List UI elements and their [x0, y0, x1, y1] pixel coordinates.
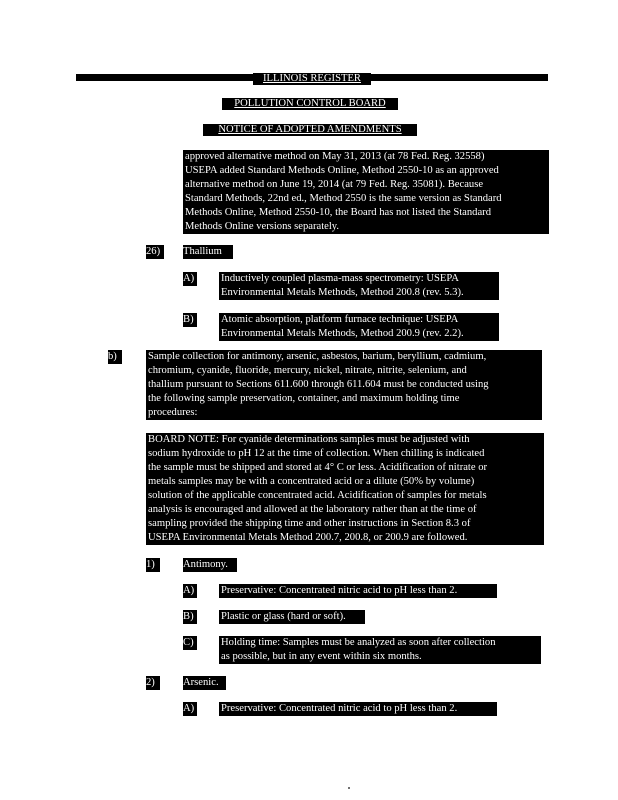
text-line: USEPA Environmental Metals Method 200.7, 200.8, or 200.9 are followed. [148, 532, 468, 543]
text-line: analysis is encouraged and allowed at the laboratory rather than at the time of [148, 504, 477, 515]
item-2-a-text: Preservative: Concentrated nitric acid to pH less than 2. [219, 702, 497, 716]
intro-paragraph [183, 150, 549, 234]
item-1-b-label: B) [183, 610, 197, 624]
text-line: as possible, but in any event within six months. [221, 651, 422, 662]
item-1-a-text: Preservative: Concentrated nitric acid to pH less than 2. [219, 584, 497, 598]
board-title: POLLUTION CONTROL BOARD [222, 98, 398, 110]
item-1-title: Antimony. [183, 558, 237, 572]
item-1-number: 1) [146, 558, 160, 572]
text-line: the following sample preservation, container, and maximum holding time [148, 393, 460, 404]
item-26-b-text [219, 313, 499, 341]
text-line: sampling provided the shipping time and other instructions in Section 8.3 of [148, 518, 471, 529]
section-b-label: b) [108, 350, 122, 364]
text-line: metals samples may be with a concentrated acid or a dilute (50% by volume) [148, 476, 475, 487]
section-b-text [146, 350, 542, 420]
item-26-number: 26) [146, 245, 164, 259]
item-2-number: 2) [146, 676, 160, 690]
item-26-a-label: A) [183, 272, 197, 286]
notice-title: NOTICE OF ADOPTED AMENDMENTS [203, 124, 417, 136]
text-line: alternative method on June 19, 2014 (at 79 Fed. Reg. 35081). Because [185, 179, 484, 190]
text-line: Standard Methods, 22nd ed., Method 2550 is the same version as Standard [185, 193, 502, 204]
text-line: procedures: [148, 407, 198, 418]
item-1-c-label: C) [183, 636, 197, 650]
item-26-b-label: B) [183, 313, 197, 327]
item-1-b-text: Plastic or glass (hard or soft). [219, 610, 365, 624]
text-line: Atomic absorption, platform furnace technique: USEPA [221, 314, 459, 325]
item-1-c-text [219, 636, 541, 664]
item-2-a-label: A) [183, 702, 197, 716]
item-1-a-label: A) [183, 584, 197, 598]
item-26-title: Thallium [183, 245, 233, 259]
text-line: USEPA added Standard Methods Online, Method 2550-10 as an approved [185, 165, 499, 176]
text-line: solution of the applicable concentrated acid. Acidification of samples for metals [148, 490, 487, 501]
text-line: sodium hydroxide to pH 12 at the time of collection. When chilling is indicated [148, 448, 485, 459]
text-line: approved alternative method on May 31, 2013 (at 78 Fed. Reg. 32558) [185, 151, 485, 162]
text-line: Holding time: Samples must be analyzed as soon after collection [221, 637, 496, 648]
text-line: chromium, cyanide, fluoride, mercury, nickel, nitrate, nitrite, selenium, and [148, 365, 467, 376]
board-note [146, 433, 544, 545]
text-line: thallium pursuant to Sections 611.600 through 611.604 must be conducted using [148, 379, 489, 390]
text-line: Methods Online, Method 2550-10, the Board has not listed the Standard [185, 207, 491, 218]
text-line: Methods Online versions separately. [185, 221, 340, 232]
text-line: BOARD NOTE: For cyanide determinations samples must be adjusted with [148, 434, 470, 445]
item-2-title: Arsenic. [183, 676, 226, 690]
text-line: the sample must be shipped and stored at 4° C or less. Acidification of nitrate or [148, 462, 488, 473]
item-26-a-text [219, 272, 499, 300]
text-line: Environmental Metals Methods, Method 200.9 (rev. 2.2). [221, 328, 464, 339]
text-line: Inductively coupled plasma-mass spectrometry: USEPA [221, 273, 459, 284]
scan-speck [348, 787, 350, 789]
text-line: Sample collection for antimony, arsenic, asbestos, barium, beryllium, cadmium, [148, 351, 487, 362]
register-title: ILLINOIS REGISTER [253, 73, 371, 85]
text-line: Environmental Metals Methods, Method 200.8 (rev. 5.3). [221, 287, 464, 298]
